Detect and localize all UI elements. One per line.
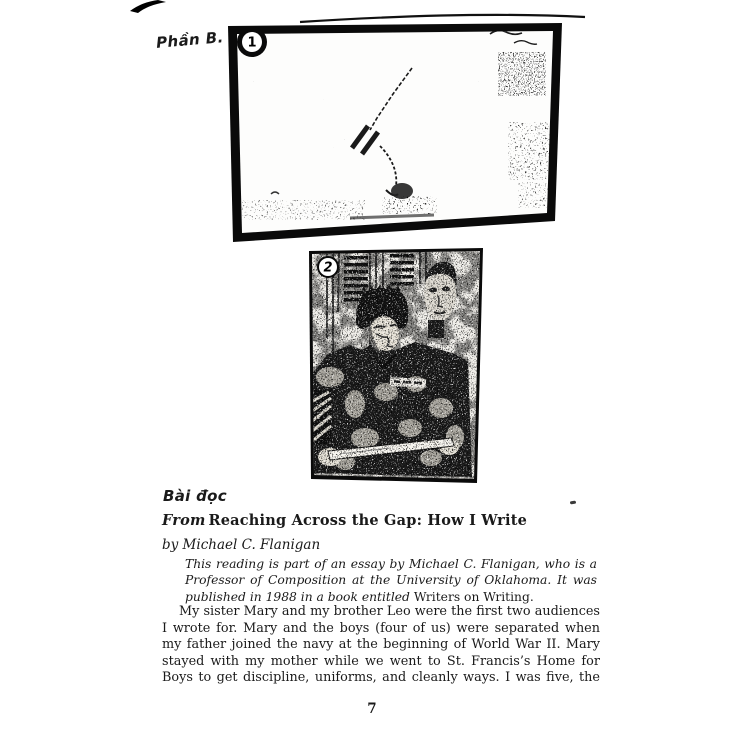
body-line: Boys to get discipline, uniforms, and cleanly ways. I was five, the [162, 670, 600, 686]
body-line: I wrote for. Mary and the boys (four of us) were separated when [162, 620, 600, 636]
section-label: Phần B. [155, 28, 225, 52]
book-title: Writers on Writing. [413, 589, 534, 604]
photo-2-content [309, 248, 483, 483]
intro-line: published in 1988 in a book entitled Writers on Writing. [185, 589, 534, 604]
figure-1-number: 1 [247, 35, 257, 51]
body-paragraph [162, 604, 600, 687]
corner-wedge-mark [128, 0, 176, 14]
scan-artifact [570, 501, 576, 505]
reading-title [162, 512, 527, 529]
title-main: Reaching Across the Gap: How I Write [208, 512, 528, 529]
page-number: 7 [367, 701, 377, 717]
figure-2-photo [300, 242, 490, 490]
byline: by Michael C. Flanigan [162, 537, 321, 553]
scan-edge-line [300, 15, 585, 22]
figure-1-photo [222, 10, 594, 252]
photo-1-content [237, 28, 557, 238]
body-line: stayed with my mother while we went to St. Francis’s Home for [162, 653, 600, 669]
figure-badge-2 [318, 257, 338, 277]
intro-line: Professor of Composition at the University of Oklahoma. It was [185, 573, 597, 588]
body-line: My sister Mary and my brother Leo were the first two audiences [179, 604, 600, 619]
body-line: my father joined the navy at the beginning of World War II. Mary [162, 637, 600, 653]
figure-2-number: 2 [323, 260, 333, 276]
intro-paragraph [185, 556, 597, 605]
figure-badge-1 [237, 27, 267, 57]
intro-line: This reading is part of an essay by Michael C. Flanigan, who is a [185, 557, 597, 571]
reading-heading: Bài đọc [163, 487, 227, 505]
title-from-word: From [162, 512, 206, 529]
